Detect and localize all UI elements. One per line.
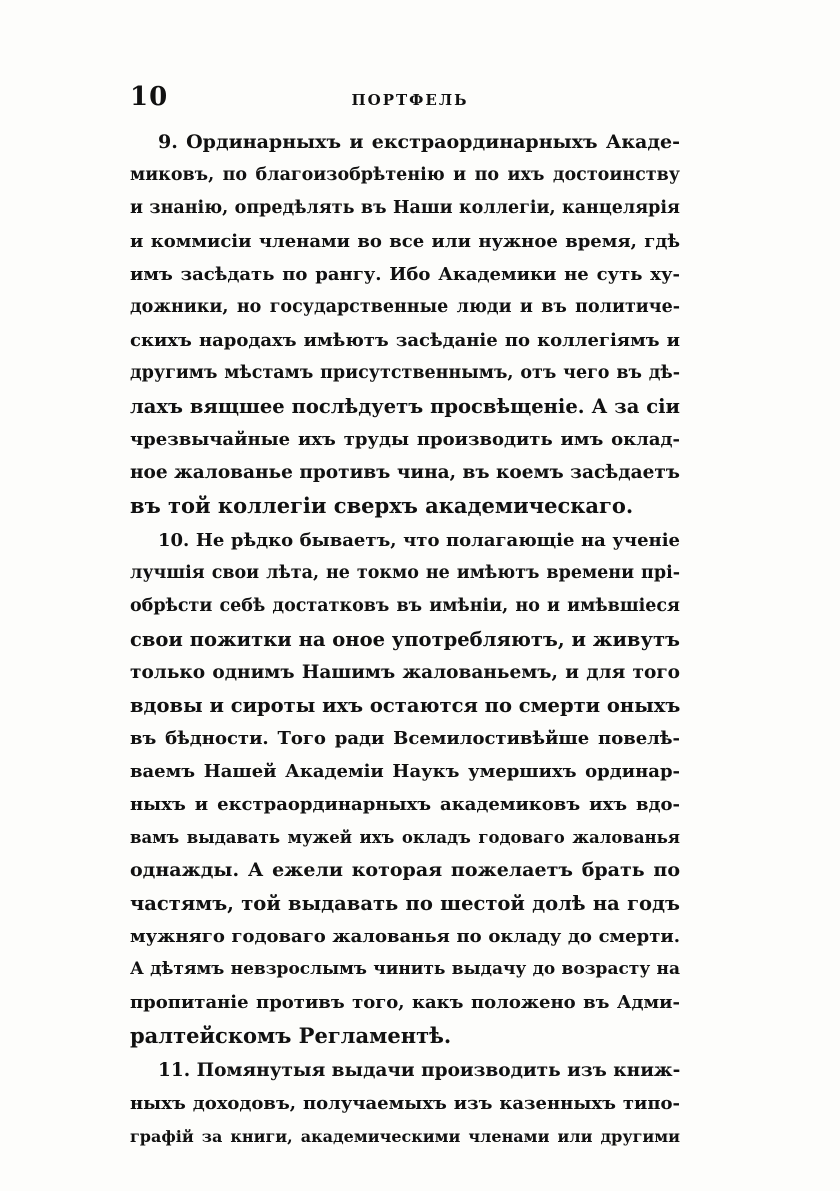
text-line: пропитаніе противъ того, какъ положено въ Адми-: [130, 992, 680, 1013]
text-line: и знанію, опредѣлять въ Наши коллегіи, канцелярія: [130, 198, 680, 218]
text-line: другимъ мѣстамъ присутственнымъ, отъ чего въ дѣ-: [130, 363, 680, 383]
text-line: лахъ вящшее послѣдуетъ просвѣщеніе. А за сіи: [130, 395, 680, 418]
text-line: ралтейскомъ Регламентѣ.: [130, 1023, 452, 1048]
text-line: вамъ выдавать мужей ихъ окладъ годоваго жалованья: [130, 828, 680, 847]
text-line: въ той коллегіи сверхъ академическаго.: [130, 493, 634, 518]
text-line: частямъ, той выдавать по шестой долѣ на годъ: [130, 892, 680, 915]
text-line: чрезвычайные ихъ труды производить имъ оклад-: [130, 429, 680, 450]
paragraph-11: [130, 1054, 680, 1153]
text-line: ныхъ и екстраординарныхъ академиковъ ихъ вдо-: [130, 794, 680, 815]
text-line: дожники, но государственные люди и въ политиче-: [130, 297, 680, 317]
text-line: имъ засѣдать по рангу. Ибо Академики не суть ху-: [130, 264, 680, 285]
paragraph-10: [130, 524, 680, 1052]
text-line: обрѣсти себѣ достатковъ въ имѣніи, но и имѣвшіеся: [130, 596, 680, 616]
running-title: ПОРТФЕЛЬ: [351, 91, 469, 109]
text-line: А дѣтямъ невзрослымъ чинить выдачу до возрасту на: [130, 959, 680, 979]
text-line: ныхъ доходовъ, получаемыхъ изъ казенныхъ типо-: [130, 1093, 680, 1114]
text-line: въ бѣдности. Того ради Всемилостивѣйше повелѣ-: [130, 728, 680, 749]
page-number: 10: [130, 82, 169, 112]
paragraph-9: [130, 126, 680, 522]
text-line: вдовы и сироты ихъ остаются по смерти оныхъ: [130, 694, 680, 717]
text-line: ваемъ Нашей Академіи Наукъ умершихъ ординар-: [130, 761, 680, 782]
text-line: 9. Ординарныхъ и екстраординарныхъ Акаде-: [158, 131, 680, 153]
page-header: [130, 82, 690, 122]
text-line: однажды. А ежели которая пожелаетъ брать по: [130, 859, 680, 881]
text-line: 10. Не рѣдко бываетъ, что полагающіе на ученіе: [158, 530, 680, 551]
text-line: 11. Помянутыя выдачи производить изъ книж-: [158, 1060, 680, 1081]
text-line: мужняго годоваго жалованья по окладу до смерти.: [130, 926, 680, 947]
body-text: [130, 126, 680, 1153]
text-line: свои пожитки на оное употребляютъ, и живутъ: [130, 628, 680, 651]
text-line: миковъ, по благоизобрѣтенію и по ихъ достоинству: [130, 165, 680, 185]
text-line: скихъ народахъ имѣютъ засѣданіе по коллегіямъ и: [130, 330, 680, 351]
text-line: лучшія свои лѣта, не токмо не имѣютъ времени прі-: [130, 563, 680, 583]
text-line: графій за книги, академическими членами или другими: [130, 1127, 680, 1146]
text-line: и коммисіи членами во все или нужное время, гдѣ: [130, 231, 680, 252]
text-line: только однимъ Нашимъ жалованьемъ, и для того: [130, 662, 680, 683]
text-line: ное жалованье противъ чина, въ коемъ засѣдаетъ: [130, 462, 680, 483]
